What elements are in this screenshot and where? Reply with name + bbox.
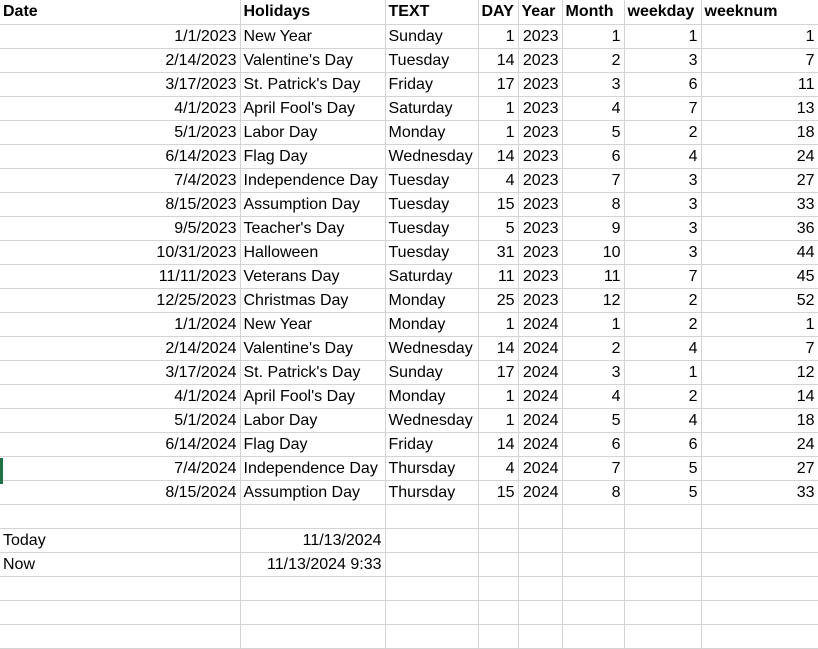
grid-cell[interactable]: 2023: [518, 48, 562, 72]
grid-cell[interactable]: Tuesday: [385, 240, 478, 264]
grid-cell[interactable]: 3: [562, 72, 624, 96]
grid-cell[interactable]: 2024: [518, 312, 562, 336]
grid-cell[interactable]: Saturday: [385, 96, 478, 120]
grid-cell[interactable]: 2024: [518, 456, 562, 480]
grid-cell[interactable]: [701, 504, 818, 528]
grid-cell[interactable]: 2/14/2024: [0, 336, 240, 360]
grid-cell[interactable]: [385, 552, 478, 576]
grid-cell[interactable]: 7: [562, 168, 624, 192]
grid-cell[interactable]: 9: [562, 216, 624, 240]
grid-cell[interactable]: 2023: [518, 240, 562, 264]
grid-cell[interactable]: 12/25/2023: [0, 288, 240, 312]
grid-cell[interactable]: Monday: [385, 288, 478, 312]
now-row: [0, 552, 818, 576]
grid-cell[interactable]: Valentine's Day: [240, 48, 385, 72]
grid-cell[interactable]: [518, 504, 562, 528]
grid-cell[interactable]: [562, 576, 624, 600]
grid-cell[interactable]: [385, 576, 478, 600]
table-row: [0, 168, 818, 192]
grid-cell[interactable]: 25: [478, 288, 518, 312]
grid-cell[interactable]: 11: [478, 264, 518, 288]
table-row: [0, 408, 818, 432]
grid-cell[interactable]: 6/14/2023: [0, 144, 240, 168]
grid-cell[interactable]: [478, 528, 518, 552]
today-value[interactable]: 11/13/2024: [240, 528, 385, 552]
grid-cell[interactable]: 2/14/2023: [0, 48, 240, 72]
grid-cell[interactable]: 15: [478, 480, 518, 504]
grid-cell[interactable]: 14: [478, 432, 518, 456]
grid-cell[interactable]: [701, 624, 818, 648]
grid-cell[interactable]: [518, 624, 562, 648]
grid-cell[interactable]: 2: [624, 120, 701, 144]
grid-cell[interactable]: 44: [701, 240, 818, 264]
grid-cell[interactable]: 1/1/2024: [0, 312, 240, 336]
grid-cell[interactable]: [240, 624, 385, 648]
grid-cell[interactable]: 6: [562, 144, 624, 168]
header-cell[interactable]: weekday: [624, 0, 701, 24]
grid-cell[interactable]: 1: [478, 24, 518, 48]
grid-cell[interactable]: 14: [701, 384, 818, 408]
grid-cell[interactable]: [518, 576, 562, 600]
empty-row: [0, 600, 818, 624]
empty-row: [0, 576, 818, 600]
grid-cell[interactable]: Labor Day: [240, 120, 385, 144]
grid-cell[interactable]: [240, 600, 385, 624]
grid-cell[interactable]: 5: [562, 408, 624, 432]
grid-cell[interactable]: Monday: [385, 312, 478, 336]
grid-cell[interactable]: 6: [624, 432, 701, 456]
grid-cell[interactable]: [478, 576, 518, 600]
grid-cell[interactable]: Sunday: [385, 360, 478, 384]
grid-cell[interactable]: 3: [624, 168, 701, 192]
grid-cell[interactable]: 2023: [518, 288, 562, 312]
grid-cell[interactable]: 2024: [518, 384, 562, 408]
grid-cell[interactable]: Tuesday: [385, 192, 478, 216]
grid-cell[interactable]: [518, 552, 562, 576]
table-row: [0, 312, 818, 336]
grid-cell[interactable]: Labor Day: [240, 408, 385, 432]
grid-cell[interactable]: 2024: [518, 480, 562, 504]
grid-cell[interactable]: St. Patrick's Day: [240, 72, 385, 96]
grid-cell[interactable]: 4: [624, 336, 701, 360]
grid-cell[interactable]: Tuesday: [385, 216, 478, 240]
grid-cell[interactable]: Christmas Day: [240, 288, 385, 312]
grid-cell[interactable]: 3: [624, 240, 701, 264]
grid-cell[interactable]: 5: [562, 120, 624, 144]
grid-cell[interactable]: [240, 576, 385, 600]
grid-cell[interactable]: 2: [562, 48, 624, 72]
grid-cell[interactable]: 2024: [518, 408, 562, 432]
header-cell[interactable]: weeknum: [701, 0, 818, 24]
grid-cell[interactable]: 5/1/2024: [0, 408, 240, 432]
now-label[interactable]: Now: [0, 552, 240, 576]
grid-cell[interactable]: 1: [478, 408, 518, 432]
grid-cell[interactable]: Sunday: [385, 24, 478, 48]
grid-cell[interactable]: Teacher's Day: [240, 216, 385, 240]
grid-cell[interactable]: [624, 576, 701, 600]
grid-cell[interactable]: Halloween: [240, 240, 385, 264]
grid-cell[interactable]: 7: [624, 96, 701, 120]
grid-cell[interactable]: 3: [624, 216, 701, 240]
header-row: [0, 0, 818, 24]
grid-cell[interactable]: 10/31/2023: [0, 240, 240, 264]
grid-cell[interactable]: 8: [562, 192, 624, 216]
grid-cell[interactable]: 17: [478, 72, 518, 96]
grid-cell[interactable]: Monday: [385, 384, 478, 408]
grid-cell[interactable]: [562, 600, 624, 624]
grid-cell[interactable]: 3: [624, 192, 701, 216]
grid-cell[interactable]: 7: [701, 48, 818, 72]
grid-cell[interactable]: [385, 528, 478, 552]
grid-cell[interactable]: 1: [478, 384, 518, 408]
grid-cell[interactable]: 8: [562, 480, 624, 504]
grid-cell[interactable]: 1: [624, 24, 701, 48]
grid-cell[interactable]: [624, 528, 701, 552]
grid-cell[interactable]: 2023: [518, 120, 562, 144]
grid-cell[interactable]: Thursday: [385, 456, 478, 480]
grid-cell[interactable]: 4: [478, 168, 518, 192]
now-value[interactable]: 11/13/2024 9:33: [240, 552, 385, 576]
grid-cell[interactable]: [624, 552, 701, 576]
table-row: [0, 384, 818, 408]
grid-cell[interactable]: [478, 624, 518, 648]
grid-cell[interactable]: 7: [562, 456, 624, 480]
header-cell[interactable]: Year: [518, 0, 562, 24]
grid-cell[interactable]: 24: [701, 432, 818, 456]
grid-cell[interactable]: 4/1/2024: [0, 384, 240, 408]
grid-cell[interactable]: [562, 528, 624, 552]
header-cell[interactable]: Date: [0, 0, 240, 24]
grid-cell[interactable]: 31: [478, 240, 518, 264]
grid-cell[interactable]: 9/5/2023: [0, 216, 240, 240]
grid-cell[interactable]: [518, 528, 562, 552]
grid-cell[interactable]: 1: [701, 24, 818, 48]
grid-cell[interactable]: 17: [478, 360, 518, 384]
grid-cell[interactable]: 3/17/2024: [0, 360, 240, 384]
grid-cell[interactable]: [0, 504, 240, 528]
grid-cell[interactable]: Assumption Day: [240, 480, 385, 504]
grid-cell[interactable]: 5/1/2023: [0, 120, 240, 144]
grid-cell[interactable]: [0, 624, 240, 648]
header-cell[interactable]: Holidays: [240, 0, 385, 24]
grid-cell[interactable]: Wednesday: [385, 336, 478, 360]
grid-cell[interactable]: 1: [478, 312, 518, 336]
grid-cell[interactable]: [624, 624, 701, 648]
grid-cell[interactable]: 5: [478, 216, 518, 240]
grid-cell[interactable]: 2024: [518, 336, 562, 360]
table-row: [0, 240, 818, 264]
grid-cell[interactable]: 2023: [518, 96, 562, 120]
grid-cell[interactable]: 4: [562, 384, 624, 408]
grid-cell[interactable]: [701, 600, 818, 624]
grid-cell[interactable]: 4: [624, 144, 701, 168]
grid-cell[interactable]: Valentine's Day: [240, 336, 385, 360]
grid-cell[interactable]: 45: [701, 264, 818, 288]
grid-cell[interactable]: 7/4/2023: [0, 168, 240, 192]
active-row-indicator: [0, 458, 3, 484]
grid-cell[interactable]: Friday: [385, 432, 478, 456]
grid-cell[interactable]: [624, 504, 701, 528]
table-row: [0, 192, 818, 216]
grid-cell[interactable]: New Year: [240, 312, 385, 336]
grid-cell[interactable]: 2023: [518, 144, 562, 168]
table-row: [0, 48, 818, 72]
grid-cell[interactable]: 14: [478, 48, 518, 72]
grid-cell[interactable]: Independence Day: [240, 168, 385, 192]
table-row: [0, 480, 818, 504]
grid-cell[interactable]: [562, 504, 624, 528]
today-label[interactable]: Today: [0, 528, 240, 552]
grid-cell[interactable]: 24: [701, 144, 818, 168]
grid-cell[interactable]: 18: [701, 120, 818, 144]
grid-cell[interactable]: Tuesday: [385, 168, 478, 192]
grid-cell[interactable]: 52: [701, 288, 818, 312]
grid-cell[interactable]: 18: [701, 408, 818, 432]
grid-cell[interactable]: 2023: [518, 216, 562, 240]
grid-cell[interactable]: Wednesday: [385, 408, 478, 432]
table-row: [0, 216, 818, 240]
grid-cell[interactable]: 6: [624, 72, 701, 96]
grid-cell[interactable]: 2023: [518, 264, 562, 288]
grid-cell[interactable]: 5: [624, 480, 701, 504]
grid-cell[interactable]: 3: [624, 48, 701, 72]
grid-cell[interactable]: [385, 504, 478, 528]
empty-row: [0, 624, 818, 648]
header-cell[interactable]: Month: [562, 0, 624, 24]
grid-cell[interactable]: 6/14/2024: [0, 432, 240, 456]
grid-cell[interactable]: 8/15/2023: [0, 192, 240, 216]
grid-cell[interactable]: Friday: [385, 72, 478, 96]
grid-cell[interactable]: 7/4/2024: [0, 456, 240, 480]
grid-cell[interactable]: 11: [562, 264, 624, 288]
grid-cell[interactable]: [478, 504, 518, 528]
grid-cell[interactable]: New Year: [240, 24, 385, 48]
grid-cell[interactable]: Thursday: [385, 480, 478, 504]
grid-cell[interactable]: 2023: [518, 168, 562, 192]
table-row: [0, 96, 818, 120]
grid-cell[interactable]: [701, 576, 818, 600]
grid-cell[interactable]: Independence Day: [240, 456, 385, 480]
grid-cell[interactable]: [240, 504, 385, 528]
grid-cell[interactable]: 11/11/2023: [0, 264, 240, 288]
grid-cell[interactable]: 2: [624, 384, 701, 408]
grid-cell[interactable]: Flag Day: [240, 144, 385, 168]
grid-cell[interactable]: 4: [562, 96, 624, 120]
grid-cell[interactable]: 2024: [518, 360, 562, 384]
grid-cell[interactable]: [478, 600, 518, 624]
grid-cell[interactable]: 15: [478, 192, 518, 216]
grid-cell[interactable]: 2: [624, 312, 701, 336]
grid-cell[interactable]: Saturday: [385, 264, 478, 288]
grid-cell[interactable]: 2: [562, 336, 624, 360]
grid-cell[interactable]: 3: [562, 360, 624, 384]
grid-cell[interactable]: 4: [624, 408, 701, 432]
grid-cell[interactable]: 1: [562, 24, 624, 48]
grid-cell[interactable]: 10: [562, 240, 624, 264]
grid-cell[interactable]: 11: [701, 72, 818, 96]
today-row: [0, 528, 818, 552]
grid-cell[interactable]: 2023: [518, 192, 562, 216]
grid-cell[interactable]: [0, 576, 240, 600]
grid-cell[interactable]: 7: [624, 264, 701, 288]
grid-cell[interactable]: 1: [478, 96, 518, 120]
table-row: [0, 456, 818, 480]
table-row: [0, 120, 818, 144]
grid-cell[interactable]: 12: [562, 288, 624, 312]
grid-cell[interactable]: [562, 624, 624, 648]
grid-cell[interactable]: April Fool's Day: [240, 384, 385, 408]
grid-cell[interactable]: St. Patrick's Day: [240, 360, 385, 384]
grid-cell[interactable]: 1: [624, 360, 701, 384]
grid-cell[interactable]: Tuesday: [385, 48, 478, 72]
grid-cell[interactable]: 33: [701, 480, 818, 504]
grid-cell[interactable]: 27: [701, 456, 818, 480]
grid-cell[interactable]: Wednesday: [385, 144, 478, 168]
grid-cell[interactable]: [562, 552, 624, 576]
grid-cell[interactable]: Veterans Day: [240, 264, 385, 288]
grid-cell[interactable]: 5: [624, 456, 701, 480]
header-cell[interactable]: TEXT: [385, 0, 478, 24]
grid-cell[interactable]: [701, 552, 818, 576]
grid-cell[interactable]: 33: [701, 192, 818, 216]
grid-cell[interactable]: 1/1/2023: [0, 24, 240, 48]
grid-cell[interactable]: 13: [701, 96, 818, 120]
table-row: [0, 336, 818, 360]
grid-cell[interactable]: April Fool's Day: [240, 96, 385, 120]
header-cell[interactable]: DAY: [478, 0, 518, 24]
grid-cell[interactable]: 14: [478, 336, 518, 360]
grid-cell[interactable]: Monday: [385, 120, 478, 144]
grid-cell[interactable]: 2023: [518, 24, 562, 48]
grid-cell[interactable]: 2024: [518, 432, 562, 456]
grid-cell[interactable]: [385, 600, 478, 624]
grid-cell[interactable]: [0, 600, 240, 624]
grid-cell[interactable]: 12: [701, 360, 818, 384]
grid-cell[interactable]: 2023: [518, 72, 562, 96]
table-row: [0, 360, 818, 384]
table-row: [0, 72, 818, 96]
grid-cell[interactable]: 2: [624, 288, 701, 312]
grid-cell[interactable]: 4/1/2023: [0, 96, 240, 120]
grid-cell[interactable]: [518, 600, 562, 624]
grid-cell[interactable]: [701, 528, 818, 552]
empty-row: [0, 504, 818, 528]
table-row: [0, 288, 818, 312]
table-row: [0, 432, 818, 456]
table-row: [0, 144, 818, 168]
grid-cell[interactable]: 1: [562, 312, 624, 336]
grid-cell[interactable]: 36: [701, 216, 818, 240]
table-row: [0, 264, 818, 288]
grid-cell[interactable]: [478, 552, 518, 576]
grid-cell[interactable]: 1: [701, 312, 818, 336]
grid-cell[interactable]: [385, 624, 478, 648]
grid-cell[interactable]: 8/15/2024: [0, 480, 240, 504]
grid-cell[interactable]: Flag Day: [240, 432, 385, 456]
table-row: [0, 24, 818, 48]
grid-cell[interactable]: Assumption Day: [240, 192, 385, 216]
grid-cell[interactable]: 7: [701, 336, 818, 360]
grid-cell[interactable]: [624, 600, 701, 624]
grid-cell[interactable]: 6: [562, 432, 624, 456]
grid-cell[interactable]: 4: [478, 456, 518, 480]
grid-cell[interactable]: 3/17/2023: [0, 72, 240, 96]
grid-cell[interactable]: 1: [478, 120, 518, 144]
grid-cell[interactable]: 27: [701, 168, 818, 192]
grid-cell[interactable]: 14: [478, 144, 518, 168]
